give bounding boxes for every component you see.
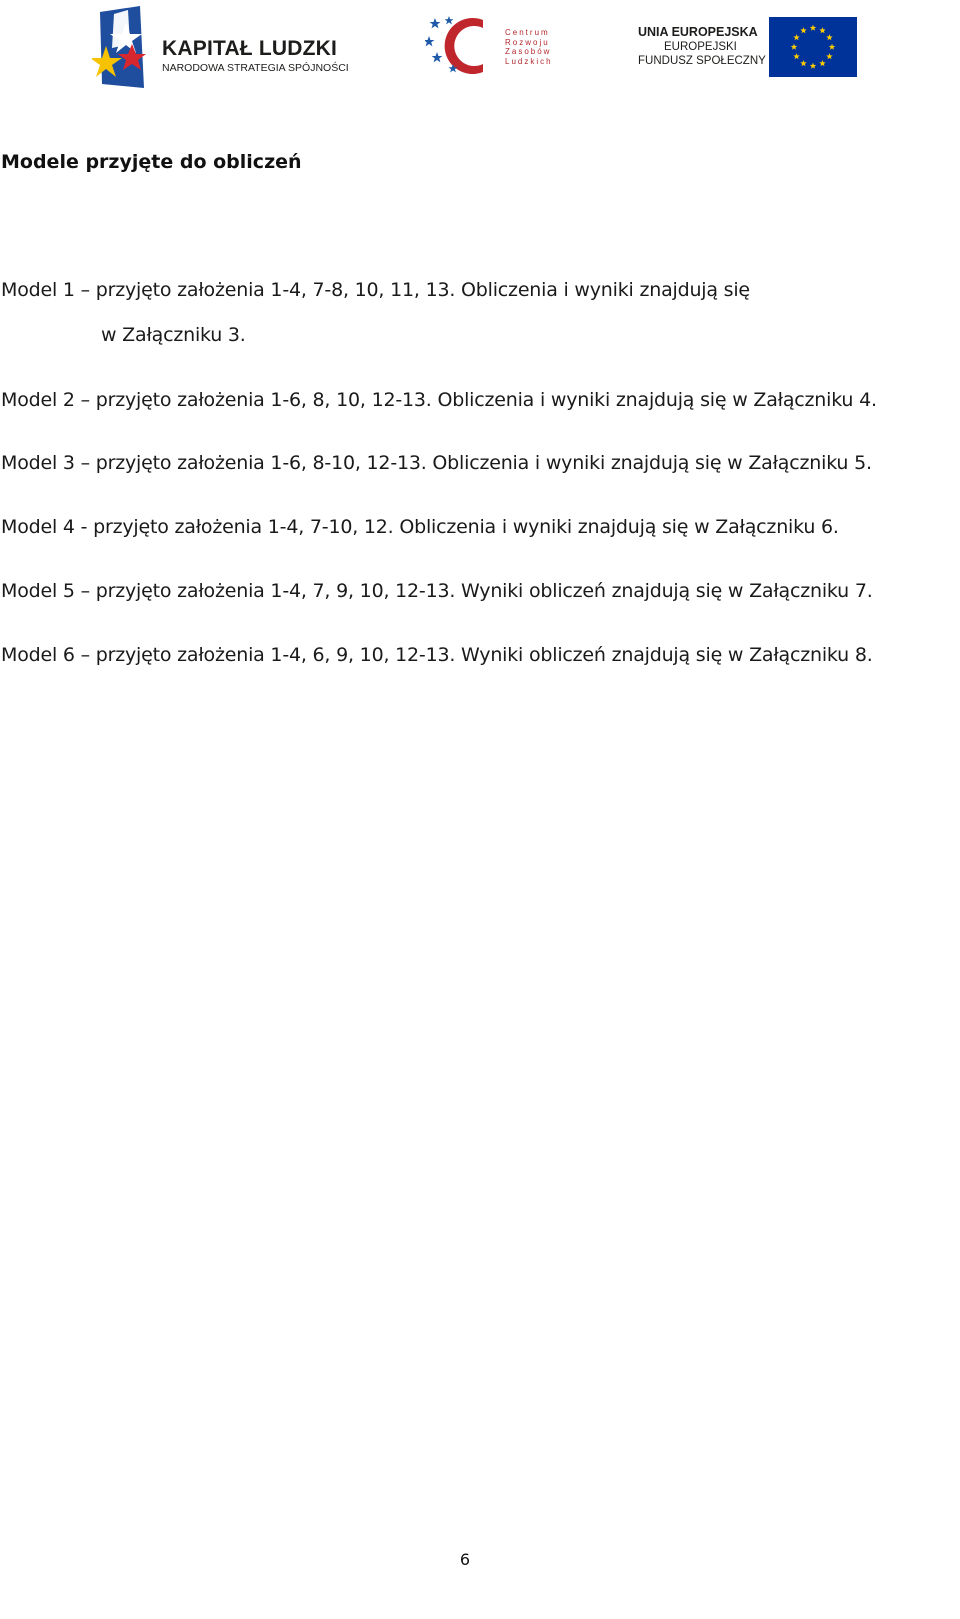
model-1-paragraph-continued: w Załączniku 3. [101, 324, 246, 346]
eu-flag-icon [769, 17, 857, 77]
kapital-ludzki-logo [92, 4, 362, 92]
crzl-emblem-icon [425, 14, 505, 78]
crzl-line-3: Zasobów [505, 47, 552, 56]
eu-line-1: UNIA EUROPEJSKA [638, 25, 758, 39]
kapital-ludzki-emblem-icon [92, 4, 156, 92]
crzl-line-4: Ludzkich [505, 56, 553, 66]
model-3-paragraph: Model 3 – przyjęto założenia 1-6, 8-10, 12-13. Obliczenia i wyniki znajdują się w Załączniku 5. [1, 452, 872, 474]
crzl-line-2: Rozwoju [505, 37, 550, 47]
kapital-ludzki-subtitle: NARODOWA STRATEGIA SPÓJNOŚCI [162, 62, 349, 74]
model-2-paragraph: Model 2 – przyjęto założenia 1-6, 8, 10, 12-13. Obliczenia i wyniki znajdują się w Załączniku 4. [1, 389, 877, 411]
crzl-line-1: Centrum [505, 28, 550, 37]
model-6-paragraph: Model 6 – przyjęto założenia 1-4, 6, 9, 10, 12-13. Wyniki obliczeń znajdują się w Załączniku 8. [1, 644, 873, 666]
page-heading: Modele przyjęte do obliczeń [1, 151, 302, 173]
crzl-logo [425, 14, 555, 78]
crzl-name [505, 28, 553, 66]
model-5-paragraph: Model 5 – przyjęto założenia 1-4, 7, 9, 10, 12-13. Wyniki obliczeń znajdują się w Załączniku 7. [1, 580, 873, 602]
eu-line-3: FUNDUSZ SPOŁECZNY [638, 55, 766, 67]
page-header [0, 0, 960, 100]
page-number: 6 [459, 1550, 471, 1569]
eu-line-2: EUROPEJSKI [664, 41, 737, 53]
eu-efs-logo [638, 17, 860, 77]
model-1-paragraph: Model 1 – przyjęto założenia 1-4, 7-8, 10, 11, 13. Obliczenia i wyniki znajdują się [1, 279, 750, 301]
kapital-ludzki-title: KAPITAŁ LUDZKI [162, 37, 338, 60]
model-4-paragraph: Model 4 - przyjęto założenia 1-4, 7-10, 12. Obliczenia i wyniki znajdują się w Załączniku 6. [1, 516, 839, 538]
